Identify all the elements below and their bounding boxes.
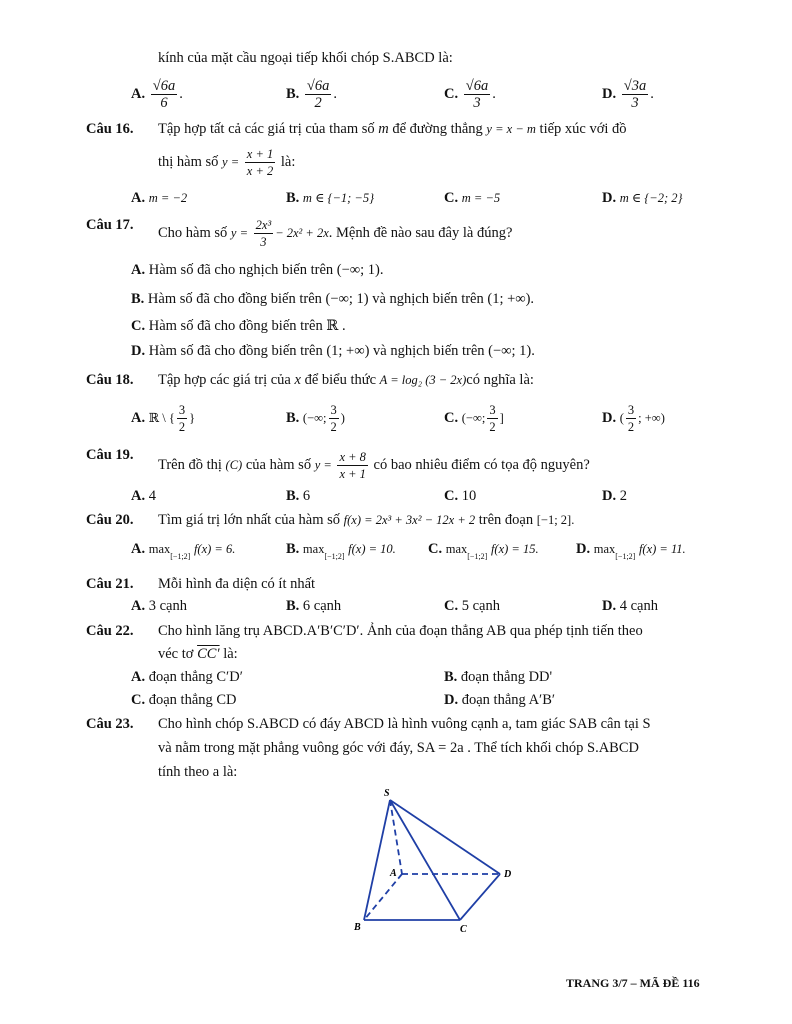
q15-option-b: B. $\frac{√6a}{2}$ .: [286, 78, 338, 111]
q18-option-c: C. (−∞; $\frac{3}{2}$ ]: [444, 403, 504, 434]
q15-option-c: C. $\frac{√6a}{3}$ .: [444, 78, 496, 111]
q19-option-c: C. 10: [444, 488, 477, 504]
q22-option-b: B. đoạn thẳng DD': [444, 669, 553, 685]
q17-option-a: A. Hàm số đã cho nghịch biến trên (−∞; 1).: [131, 262, 384, 278]
q22-line2: véc tơ CC′ là:: [158, 646, 238, 662]
pyramid-figure: [340, 780, 540, 940]
q18-line1: Tập hợp các giá trị của x để biểu thức A = log₂ (3 − 2x)có nghĩa là:: [158, 372, 534, 388]
q15-option-a: A. $\frac{√6a}{6}$ .: [131, 78, 183, 111]
edge-sd: [390, 800, 500, 874]
q19-option-a: A. 4: [131, 488, 156, 504]
q23-number: Câu 23.: [86, 716, 134, 732]
q21-option-c: C. 5 cạnh: [444, 598, 500, 614]
page-footer: TRANG 3/7 – MÃ ĐỀ 116: [566, 976, 700, 990]
q20-number: Câu 20.: [86, 512, 134, 528]
q19-line1: Trên đồ thị (C) của hàm số y = $\frac{x + 8}{x + 1}$ có bao nhiêu điểm có tọa độ nguyên?: [158, 450, 590, 481]
q18-number: Câu 18.: [86, 372, 134, 388]
q16-line1: Tập hợp tất cả các giá trị của tham số m để đường thẳng y = x − m tiếp xúc với đồ: [158, 121, 627, 137]
q17-option-c: C. Hàm số đã cho đồng biến trên ℝ .: [131, 318, 346, 334]
label-a: A: [390, 868, 397, 879]
q22-line1: Cho hình lăng trụ ABCD.A′B′C′D′. Ảnh của đoạn thẳng AB qua phép tịnh tiến theo: [158, 623, 643, 639]
q22-option-c: C. đoạn thẳng CD: [131, 692, 237, 708]
q21-option-d: D. 4 cạnh: [602, 598, 658, 614]
vector-cc: CC′: [197, 646, 220, 662]
intro-line: kính của mặt cầu ngoại tiếp khối chóp S.ABCD là:: [158, 50, 453, 66]
q15-option-d: D. $\frac{√3a}{3}$ .: [602, 78, 654, 111]
q23-line3: tính theo a là:: [158, 764, 238, 780]
q17-option-b: B. Hàm số đã cho đồng biến trên (−∞; 1) và nghịch biến trên (1; +∞).: [131, 291, 535, 307]
q18-option-d: D. ( $\frac{3}{2}$ ; +∞): [602, 403, 665, 434]
q19-option-b: B. 6: [286, 488, 311, 504]
q16-option-a: A. m = −2: [131, 190, 188, 206]
q16-option-b: B. m ∈ {−1; −5}: [286, 190, 375, 206]
q19-option-d: D. 2: [602, 488, 627, 504]
q18-option-a: A. ℝ \ { $\frac{3}{2}$ }: [131, 403, 196, 434]
q16-option-c: C. m = −5: [444, 190, 501, 206]
q23-line2: và nằm trong mặt phẳng vuông góc với đáy, SA = 2a . Thể tích khối chóp S.ABCD: [158, 740, 639, 756]
q20-option-c: C. $\max_{[-1;2]} f(x) = 15$.: [428, 541, 539, 561]
label-s: S: [384, 788, 390, 799]
q21-option-a: A. 3 cạnh: [131, 598, 187, 614]
q20-option-a: A. $\max_{[-1;2]} f(x) = 6$.: [131, 541, 236, 561]
label-d: D: [504, 869, 512, 880]
label-c: C: [460, 924, 467, 935]
q20-line1: Tìm giá trị lớn nhất của hàm số f(x) = 2x³ + 3x² − 12x + 2 trên đoạn [−1; 2].: [158, 512, 575, 528]
q17-number: Câu 17.: [86, 217, 134, 233]
q22-option-a: A. đoạn thẳng C′D′: [131, 669, 243, 685]
edge-cd: [460, 874, 500, 920]
label-b: B: [354, 922, 361, 933]
q16-option-d: D. m ∈ {−2; 2}: [602, 190, 683, 206]
q21-option-b: B. 6 cạnh: [286, 598, 342, 614]
q23-line1: Cho hình chóp S.ABCD có đáy ABCD là hình vuông cạnh a, tam giác SAB cân tại S: [158, 716, 651, 732]
q16-line2: thị hàm số y = $\frac{x + 1}{x + 2}$ là:: [158, 147, 296, 178]
q17-line1: Cho hàm số y = $\frac{\text{2x³}}{3}$ − 2x² + 2x. Mệnh đề nào sau đây là đúng?: [158, 218, 513, 249]
q22-option-d: D. đoạn thẳng A′B′: [444, 692, 556, 708]
q21-number: Câu 21.: [86, 576, 134, 592]
edge-sb: [364, 800, 390, 920]
q19-number: Câu 19.: [86, 447, 134, 463]
q16-number: Câu 16.: [86, 121, 134, 137]
q22-number: Câu 22.: [86, 623, 134, 639]
q20-option-d: D. $\max_{[-1;2]} f(x) = 11$.: [576, 541, 686, 561]
q21-text: Mỗi hình đa diện có ít nhất: [158, 576, 316, 592]
q18-option-b: B. (−∞; $\frac{3}{2}$ ): [286, 403, 345, 434]
q17-option-d: D. Hàm số đã cho đồng biến trên (1; +∞) và nghịch biến trên (−∞; 1).: [131, 343, 535, 359]
q20-option-b: B. $\max_{[-1;2]} f(x) = 10$.: [286, 541, 396, 561]
